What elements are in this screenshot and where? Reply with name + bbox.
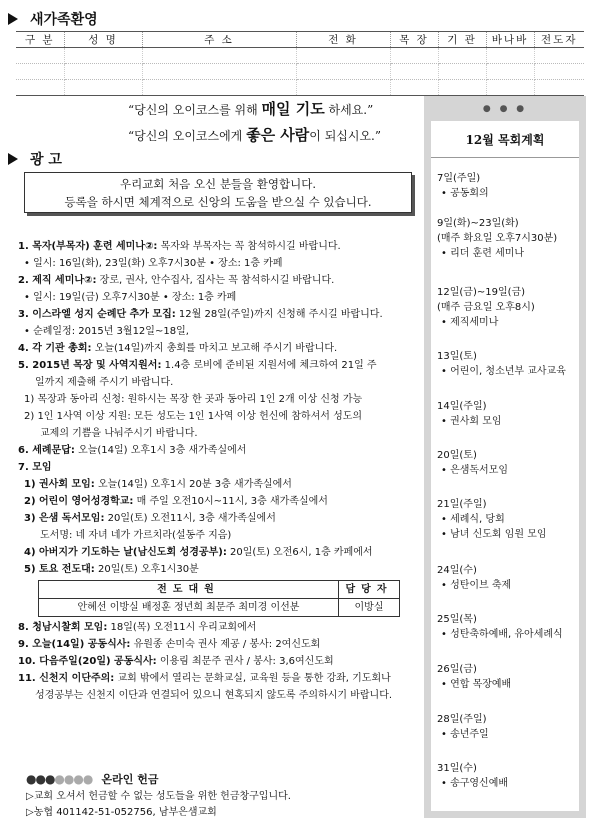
schedule-entry: 24일(수) • 성탄이브 축제 bbox=[437, 565, 512, 591]
list-item: 4. 각 기관 총회: 오늘(14일)까지 총회를 마치고 보고해 주시기 바랍니다. bbox=[18, 343, 338, 354]
list-item: 8. 청남시찰회 모임: 18일(목) 오전11시 우리교회에서 bbox=[18, 622, 257, 633]
quote-good-person: “당신의 오이코스에게 좋은 사람이 되십시오.” bbox=[128, 126, 382, 144]
schedule-entry: 7일(주일) • 공동회의 bbox=[437, 173, 489, 199]
table-cell: 안혜선 이방실 배정훈 정년희 최문주 최미경 이선분 bbox=[39, 599, 339, 617]
welcome-title: 새가족환영 bbox=[30, 12, 98, 28]
list-item: 11. 신천지 이단주의: 교회 밖에서 열리는 문화교실, 교육원 등을 통한 강좌, 기도회나 bbox=[18, 673, 391, 684]
table-row bbox=[16, 80, 584, 96]
list-item-detail: 2) 1인 1사역 이상 지원: 모든 성도는 1인 1사역 이상 헌신에 참하셔서 성도의 bbox=[24, 411, 363, 422]
december-schedule-panel bbox=[424, 96, 586, 818]
list-item: 6. 세례문답: 오늘(14일) 오후1시 3층 새가족실에서 bbox=[18, 445, 247, 456]
list-item-detail: 1) 권사회 모임: 오늘(14일) 오후1시 20분 3층 새가족실에서 bbox=[24, 479, 292, 490]
newcomer-registration-table bbox=[16, 31, 584, 96]
triangle-bullet-icon bbox=[8, 13, 18, 25]
quote-prayer: “당신의 오이코스를 위해 매일 기도 하세요.” bbox=[128, 100, 374, 118]
list-item-detail: 5) 토요 전도대: 20일(토) 오후1시30분 bbox=[24, 564, 199, 575]
col-header: 전 화 bbox=[296, 32, 390, 48]
col-header: 전도자 bbox=[534, 32, 584, 48]
schedule-entry: 21일(주일) • 세례식, 당회 • 남녀 신도회 임원 모임 bbox=[437, 499, 547, 540]
list-item-detail: 2) 어린이 영어성경학교: 매 주일 오전10시~11시, 3층 새가족실에서 bbox=[24, 496, 328, 507]
list-item: 9. 오늘(14일) 공동식사: 유원종 손미숙 권사 제공 / 봉사: 2여신도회 bbox=[18, 639, 321, 650]
schedule-card bbox=[431, 121, 579, 811]
list-item-detail: 3) 은샘 독서모임: 20일(토) 오전11시, 3층 새가족실에서 bbox=[24, 513, 276, 524]
welcome-line: 우리교회 처음 오신 분들을 환영합니다. bbox=[119, 177, 317, 191]
dots-decoration-icon: ●●●●●●● bbox=[26, 772, 93, 786]
schedule-entry: 28일(주일) • 송년주일 bbox=[437, 714, 489, 740]
list-item: 7. 모임 bbox=[18, 462, 52, 473]
online-offering bbox=[26, 771, 291, 821]
col-header: 구 분 bbox=[16, 32, 64, 48]
schedule-entry: 20일(토) • 은샘독서모임 bbox=[437, 450, 509, 476]
ad-title: 광 고 bbox=[30, 152, 62, 168]
divider bbox=[431, 157, 579, 158]
welcome-section-title bbox=[8, 9, 98, 29]
schedule-entry: 31일(수) • 송구영신예배 bbox=[437, 763, 509, 789]
list-item: 3. 이스라엘 성지 순례단 추가 모집: 12월 28일(주일)까지 신청해 주시길 바랍니다. bbox=[18, 309, 383, 320]
online-offering-line: ▷교회 오셔서 헌금할 수 없는 성도들을 위한 헌금창구입니다. bbox=[26, 791, 291, 802]
list-item: 1. 목자(부목자) 훈련 세미나②: 목자와 부목자는 꼭 참석하시길 바랍니다. bbox=[18, 241, 341, 252]
welcome-message-box bbox=[24, 172, 412, 213]
schedule-entry: 14일(주일) • 권사회 모임 bbox=[437, 401, 502, 427]
list-item-detail: 4) 아버지가 기도하는 날(남신도회 성경공부): 20일(토) 오전6시, 1층 카페에서 bbox=[24, 547, 373, 558]
schedule-entry: 12일(금)~19일(금) (매주 금요일 오후8시) • 제직세미나 bbox=[437, 287, 535, 328]
list-item-detail: 도서명: 네 자녀 네가 가르치라(설동주 지음) bbox=[40, 530, 232, 541]
list-item: 2. 제직 세미나②: 장로, 권사, 안수집사, 집사는 꼭 참석하시길 바랍니다. bbox=[18, 275, 335, 286]
list-item: 5. 2015년 목장 및 사역지원서: 1.4층 로비에 준비된 지원서에 체크하여 21일 주 bbox=[18, 360, 377, 371]
list-item-detail: 교제의 기쁨을 나눠주시기 바랍니다. bbox=[40, 428, 198, 439]
triangle-bullet-icon bbox=[8, 153, 18, 165]
schedule-title: 12월 목회계획 bbox=[465, 133, 545, 147]
col-header: 목 장 bbox=[390, 32, 438, 48]
list-item: 10. 다음주일(20일) 공동식사: 이용림 최문주 권사 / 봉사: 3,6여신도회 bbox=[18, 656, 334, 667]
schedule-entry: 26일(금) • 연합 목장예배 bbox=[437, 664, 512, 690]
col-header: 담당자 bbox=[339, 581, 400, 599]
col-header: 성 명 bbox=[64, 32, 142, 48]
col-header: 기 관 bbox=[438, 32, 486, 48]
list-item-detail: • 일시: 16일(화), 23일(화) 오후7시30분 • 장소: 1층 카페 bbox=[24, 258, 283, 269]
evangelism-team-table bbox=[38, 580, 400, 617]
list-item-detail: 1) 목장과 동아리 신청: 원하시는 목장 한 곳과 동아리 1인 2개 이상 신청 가능 bbox=[24, 394, 363, 405]
bank-account: ▷농협 401142-51-052756, 남부은샘교회 bbox=[26, 807, 217, 818]
list-item-detail: 성경공부는 신천지 이단과 연결되어 있으니 현혹되지 않도록 주의하시기 바랍니다. bbox=[35, 690, 393, 701]
schedule-entry: 25일(목) • 성탄축하예배, 유아세례식 bbox=[437, 614, 563, 640]
schedule-entry: 13일(토) • 어린이, 청소년부 교사교육 bbox=[437, 351, 566, 377]
list-item-detail: • 일시: 19일(금) 오후7시30분 • 장소: 1층 카페 bbox=[24, 292, 237, 303]
col-header: 바나바 bbox=[486, 32, 534, 48]
announcement-list bbox=[18, 238, 418, 704]
table-row bbox=[16, 64, 584, 80]
table-row bbox=[39, 599, 400, 617]
table-cell: 이방실 bbox=[339, 599, 400, 617]
col-header: 전도대원 bbox=[39, 581, 339, 599]
list-item-detail: • 순례일정: 2015년 3월12일~18일, bbox=[24, 326, 189, 337]
welcome-line: 등록을 하시면 체계적으로 신앙의 도움을 받으실 수 있습니다. bbox=[64, 195, 372, 209]
online-offering-title: 온라인 헌금 bbox=[101, 773, 159, 786]
schedule-entry: 9일(화)~23일(화) (매주 화요일 오후7시30분) • 리더 훈련 세미나 bbox=[437, 218, 558, 259]
dots-decoration-icon: ● ● ● bbox=[482, 104, 528, 114]
list-item-detail: 일까지 제출해 주시기 바랍니다. bbox=[35, 377, 174, 388]
col-header: 주 소 bbox=[142, 32, 296, 48]
table-row bbox=[16, 48, 584, 64]
ad-section-title bbox=[8, 149, 62, 169]
